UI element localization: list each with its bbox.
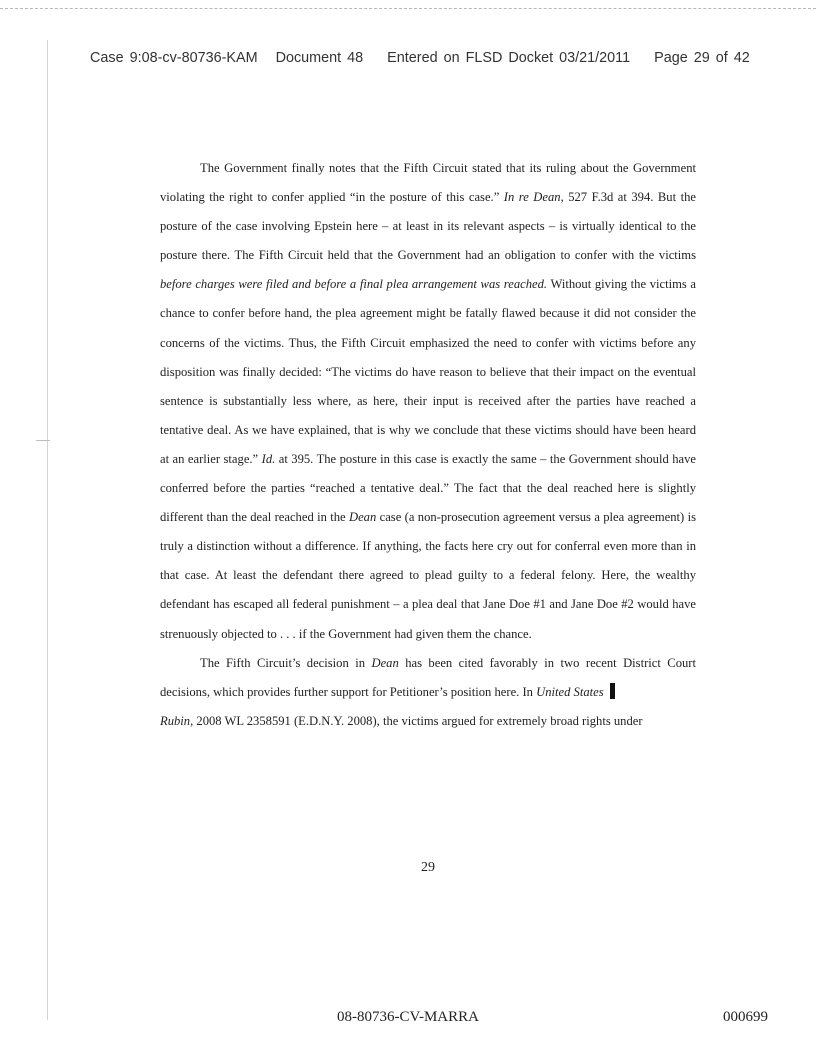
scan-edge-artifact xyxy=(0,0,816,9)
paragraph xyxy=(160,154,696,649)
text-run: The Government finally notes that the Fifth Circuit stated that its ruling about the Government violating the right to confer applied “in the posture of this case.” xyxy=(160,161,696,205)
case-citation: Id. xyxy=(261,451,276,466)
footer-case-number: 08-80736-CV-MARRA xyxy=(337,1009,479,1025)
case-citation: In re Dean xyxy=(503,190,561,205)
text-run: Without giving the victims a chance to confer before hand, the plea agreement might be fatally flawed because it did not consider the concerns of the victims. Thus, the Fifth Circuit emphasized the need to confer with victims before any disposition was finally decided: “The victims do have reason to believe that their impact on the eventual sentence is substantially less where, as here, their input is received after the parties have reached a tentative deal. As we have explained, that is why we conclude that these victims should have been heard at an earlier stage.” xyxy=(160,277,696,466)
page-count: Page 29 of 42 xyxy=(654,50,750,66)
case-citation: Dean xyxy=(371,655,399,670)
case-number: Case 9:08-cv-80736-KAM xyxy=(90,50,258,66)
redaction-mark xyxy=(610,683,615,699)
case-citation: Rubin xyxy=(160,713,191,728)
case-citation: United States xyxy=(536,684,604,699)
docket-entry: Entered on FLSD Docket 03/21/2011 xyxy=(387,50,631,66)
text-run: , 527 F.3d at 394. But the posture of the case involving Epstein here – at least in its relevant aspects – is virtually identical to the posture there. The Fifth Circuit held that the Government had an obligation to confer with the victims xyxy=(160,190,696,263)
text-run: The Fifth Circuit’s decision in xyxy=(200,655,372,670)
document-body xyxy=(160,154,696,736)
text-run: at 395. The posture in this case is exactly the same – the Government should have conferred before the parties “reached a tentative deal.” The fact that the deal reached here is slightly different than the deal reached in the xyxy=(160,451,696,525)
paragraph xyxy=(160,649,696,736)
case-citation: Dean xyxy=(348,510,377,525)
emphasized-text: before charges were filed and before a final plea arrangement was reached. xyxy=(160,277,548,292)
ecf-header xyxy=(90,50,790,66)
bates-number: 000699 xyxy=(723,1009,768,1025)
text-run: has been cited favorably in two recent District Court decisions, which provides further support for Petitioner’s position here. In xyxy=(160,655,696,699)
text-run: case (a non-prosecution agreement versus a plea agreement) is truly a distinction without a difference. If anything, the facts here cry out for conferral even more than in that case. At least the defendant there agreed to plead guilty to a federal felony. Here, the wealthy defendant has escaped all federal punishment – a plea deal that Jane Doe #1 and Jane Doe #2 would have strenuously objected to . . . if the Government had given them the chance. xyxy=(160,510,696,641)
text-run: , 2008 WL 2358591 (E.D.N.Y. 2008), the victims argued for extremely broad rights under xyxy=(190,713,643,728)
page-number: 29 xyxy=(421,860,435,875)
document-number: Document 48 xyxy=(275,50,364,66)
scan-margin-mark xyxy=(36,440,50,441)
